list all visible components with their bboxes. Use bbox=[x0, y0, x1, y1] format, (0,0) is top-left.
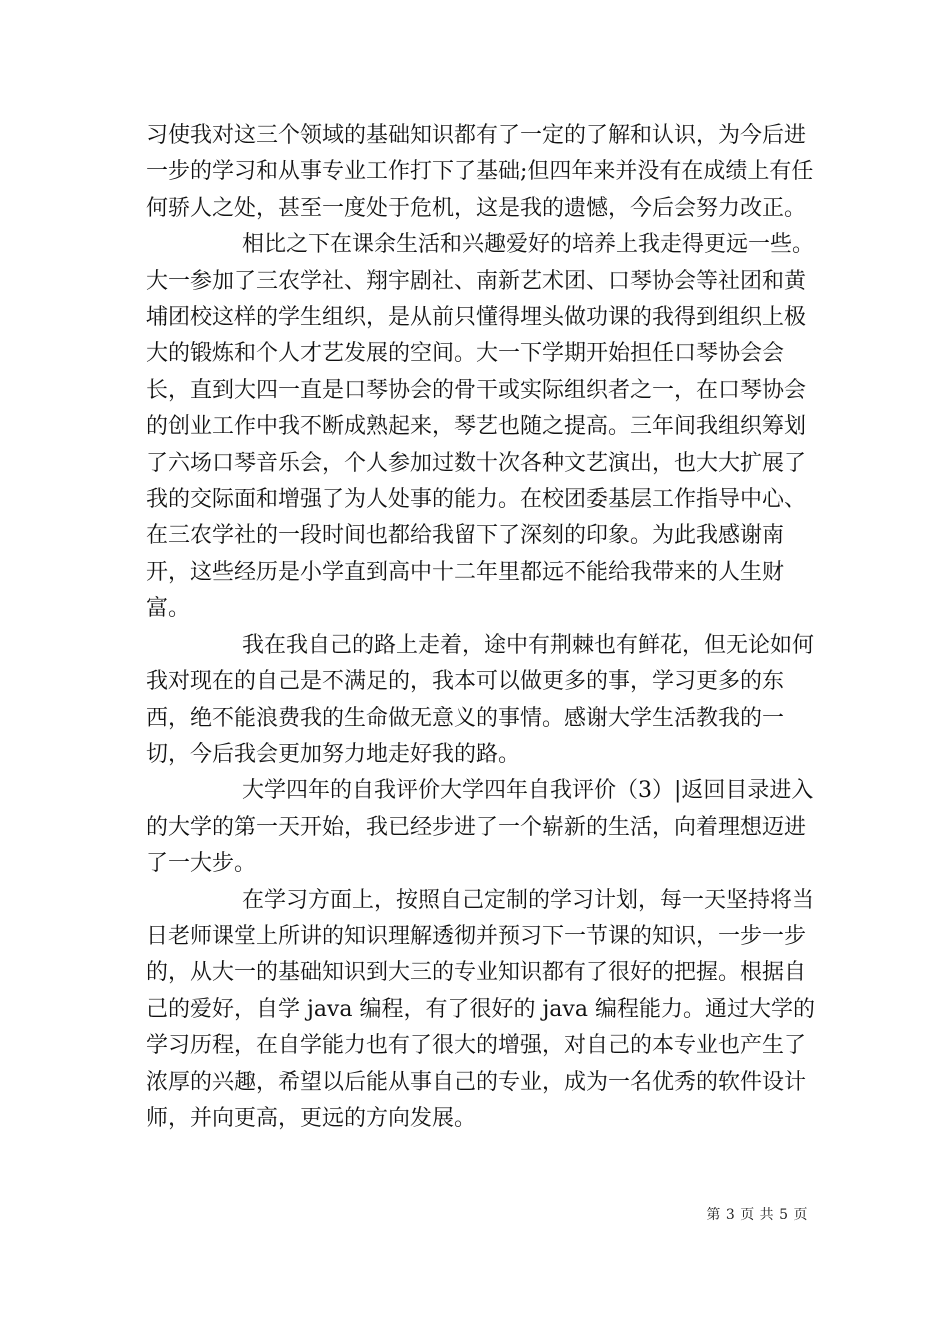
page-number-footer: 第 3 页 共 5 页 bbox=[706, 1207, 808, 1223]
document-body bbox=[146, 118, 818, 1137]
paragraph-1: 习使我对这三个领域的基础知识都有了一定的了解和认识，为今后进一步的学习和从事专业工作打下了基础;但四年来并没有在成绩上有任何骄人之处，甚至一度处于危机，这是我的遗憾，今后会努力改正。 bbox=[146, 123, 814, 221]
paragraph-4: 大学四年的自我评价大学四年自我评价（3）|返回目录进入的大学的第一天开始，我已经步进了一个崭新的生活，向着理想迈进了一大步。 bbox=[146, 778, 814, 877]
paragraph-3: 我在我自己的路上走着，途中有荆棘也有鲜花，但无论如何我对现在的自己是不满足的，我本可以做更多的事，学习更多的东西，绝不能浪费我的生命做无意义的事情。感谢大学生活教我的一切，今后我会更加努力地走好我的路。 bbox=[146, 632, 815, 767]
paragraph-5: 在学习方面上，按照自己定制的学习计划，每一天坚持将当日老师课堂上所讲的知识理解透彻并预习下一节课的知识，一步一步的，从大一的基础知识到大三的专业知识都有了很好的把握。根据自己的爱好，自学 java 编程，有了很好的 java 编程能力。通过大学的学习历程，在自学能力也有了很大的增强，对自己的本专业也产生了浓厚的兴趣，希望以后能从事自己的专业，成为一名优秀的软件设计师，并向更高，更远的方向发展。 bbox=[146, 887, 815, 1131]
paragraph-2: 相比之下在课余生活和兴趣爱好的培养上我走得更远一些。大一参加了三农学社、翔宇剧社、南新艺术团、口琴协会等社团和黄埔团校这样的学生组织，是从前只懂得埋头做功课的我得到组织上极大的锻炼和个人才艺发展的空间。大一下学期开始担任口琴协会会长，直到大四一直是口琴协会的骨干或实际组织者之一，在口琴协会的创业工作中我不断成熟起来，琴艺也随之提高。三年间我组织筹划了六场口琴音乐会，个人参加过数十次各种文艺演出，也大大扩展了我的交际面和增强了为人处事的能力。在校团委基层工作指导中心、在三农学社的一段时间也都给我留下了深刻的印象。为此我感谢南开，这些经历是小学直到高中十二年里都远不能给我带来的人生财富。 bbox=[146, 232, 815, 622]
